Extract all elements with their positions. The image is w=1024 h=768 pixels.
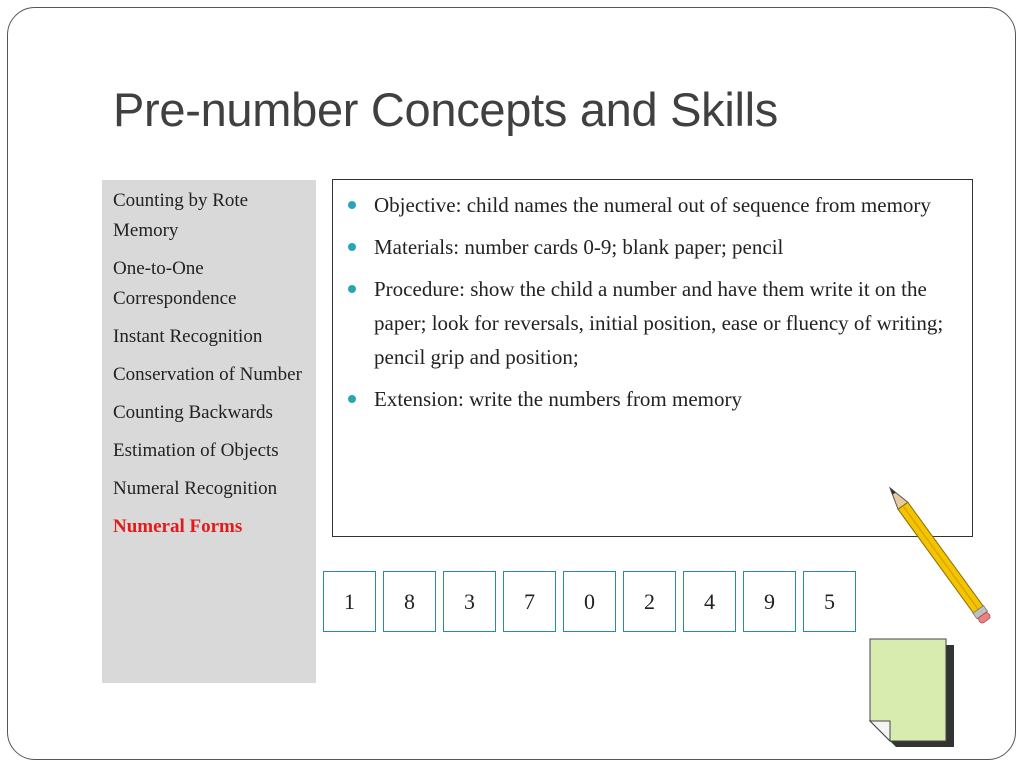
paper-note-icon	[868, 637, 958, 752]
bullet-dot-icon	[348, 395, 356, 403]
bullet-text: Objective: child names the numeral out of sequence from memory	[374, 193, 931, 217]
bullet-text: Materials: number cards 0-9; blank paper; pencil	[374, 235, 784, 259]
number-card[interactable]: 9	[743, 571, 796, 632]
bullet-dot-icon	[348, 243, 356, 251]
bullet-extension	[347, 382, 962, 416]
bullet-text: Extension: write the numbers from memory	[374, 387, 743, 411]
bullet-materials	[347, 230, 962, 264]
sidebar-item-one-to-one[interactable]: One-to-One Correspondence	[113, 258, 237, 309]
bullet-procedure	[347, 272, 962, 374]
number-card[interactable]: 8	[383, 571, 436, 632]
bullet-dot-icon	[348, 285, 356, 293]
bullet-text: Procedure: show the child a number and have them write it on the paper; look for reversals, initial position, ease or fluency of writing; pencil grip and position;	[374, 277, 944, 369]
number-card[interactable]: 4	[683, 571, 736, 632]
sidebar-item-counting-backwards[interactable]: Counting Backwards	[113, 402, 273, 423]
number-card[interactable]: 1	[323, 571, 376, 632]
number-card[interactable]: 2	[623, 571, 676, 632]
number-card[interactable]: 3	[443, 571, 496, 632]
sidebar-item-numeral-forms[interactable]: Numeral Forms	[113, 516, 243, 537]
content-box	[332, 179, 973, 537]
number-card[interactable]: 5	[803, 571, 856, 632]
sidebar-item-instant-recognition[interactable]: Instant Recognition	[113, 326, 263, 347]
pencil-icon	[880, 480, 1000, 640]
sidebar-item-counting-by-rote[interactable]: Counting by Rote Memory	[113, 190, 249, 241]
page-title: Pre-number Concepts and Skills	[113, 83, 778, 136]
number-card[interactable]: 0	[563, 571, 616, 632]
number-card[interactable]: 7	[503, 571, 556, 632]
bullet-objective	[347, 188, 962, 222]
bullet-dot-icon	[348, 201, 356, 209]
sidebar-item-numeral-recognition[interactable]: Numeral Recognition	[113, 478, 278, 499]
sidebar	[102, 180, 316, 683]
sidebar-item-conservation[interactable]: Conservation of Number	[113, 364, 302, 385]
sidebar-item-estimation[interactable]: Estimation of Objects	[113, 440, 279, 461]
